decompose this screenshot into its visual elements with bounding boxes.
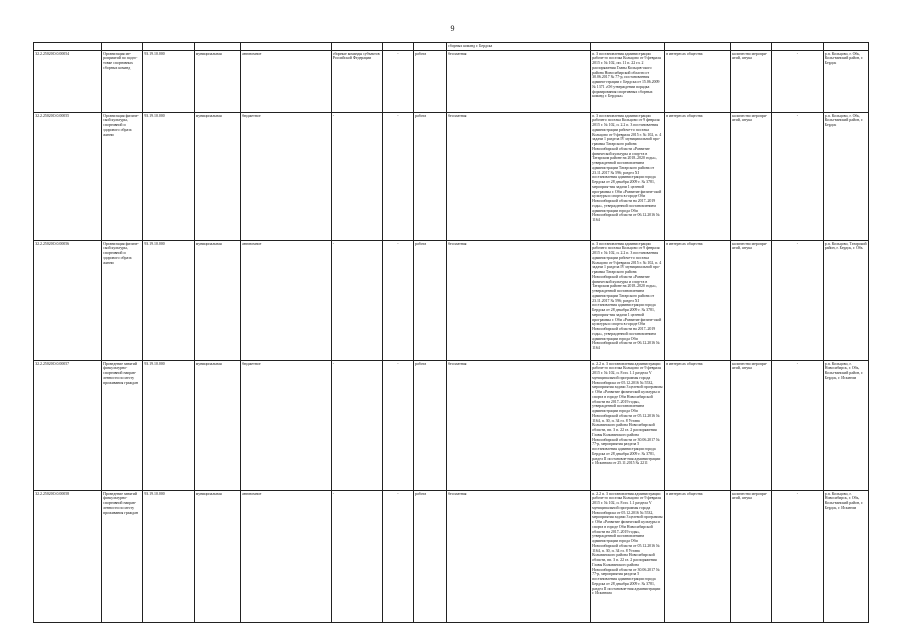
empty-dash: - (382, 51, 413, 113)
empty-dash: - (772, 51, 823, 113)
consumer-category: - (331, 241, 382, 361)
empty-dash: - (382, 491, 413, 623)
legal-basis: п. 2.2 п. 3 постановления администрации рабоче-го поселка Кольцово от 9 февраля 2015 г. № 102, п. 8 пп. 1.1 раздела V муниципальной программы города Новосибирска от 05.12.2016 № 5532, мероприятия задачи 3 целевой программы г. Оби «Развитие физической культуры и спорта в городе Оби Новосибирской области на 2017–2019 годы», утвержденной постановлением администрации города Оби Новосибирской области от 05.12.2016 № 1164, п. 30, п. 34 гл. 8 Устава Колыванского района Новосибирской области, пп. 3 п. 22 гл. 2 распоряжения Главы Колыванского района Новосибирской области от 30.06.2017 № 77-р, мероприятия раздела 5 постановления администрации города Бердска от 28 декабря 2009 г. № 3781, раздел II постановле-ния администрации г. Искитима от 25.11.2015 № 2211 (590, 361, 664, 491)
cell (143, 43, 194, 51)
quality-indicators: количество меропри-ятий, штука (730, 51, 771, 113)
table-row (34, 361, 869, 491)
institution-type: бюджетное (240, 113, 331, 241)
consumer-category: - (331, 491, 382, 623)
payment-type: бесплатная (446, 491, 590, 623)
payment-type: бесплатная (446, 241, 590, 361)
okved-code: 93.19.10.000 (143, 361, 194, 491)
table-row (34, 113, 869, 241)
service-name: Проведение занятий физкультурно-спортивной направ-ленности по месту проживания граждан (101, 491, 142, 623)
okved-code: 93.19.10.000 (143, 113, 194, 241)
service-kind: муниципальная (194, 51, 240, 113)
cell (382, 43, 413, 51)
service-name: Организация ме-роприятий по подго-товке спортивных сборных команд (101, 51, 142, 113)
territory: р.п. Кольцово, г. Новосибирск, г. Обь, Колы-ванский район, г. Бердск, г. Искитим (823, 491, 868, 623)
cell (823, 43, 868, 51)
institution-type: автономное (240, 491, 331, 623)
service-type: работа (413, 361, 446, 491)
legal-basis: п. 3 постановления администрации рабоче-го поселка Кольцово от 9 февраля 2015 г. № 102, пп. 11 п. 22 гл. 2 распоряжения Главы Кольцов-ского района Новосибирской области от 30.06.2017 № 77-р, постановления админи-страции г. Бердска от 15.06.2009 № 1371 «Об утверждении порядка формирования спортивных сборных команд г. Бердска» (590, 51, 664, 113)
interest: в интересах общества (665, 361, 731, 491)
consumer-category: - (331, 113, 382, 241)
legal-basis: п. 3 постановления администрации рабочего поселка Кольцово от 9 февраля 2015 г. № 102, п. 2.2 п. 3 постановления администрации рабоче-го поселка Кольцово от 9 февраля 2015 г. № 102, п. 4 задачи 1 раздела IV муниципальной про-граммы Татарского района Новосибирской области «Развитие физической культуры и спор-та в Татарском районе на 2018–2020 годы», утвержденной постановлением администрации Татарского района от 23.11.2017 № 596; раздел XI постановления администрации города Бердска от 28 декабря 2009 г. № 3781, мероприя-тия задачи 1 целевой программы г. Оби «Развитие физиче-ской культуры и спорта в городе Оби Новосибирской области на 2017–2019 годы», утвержденной постановлением администрации города Оби Новосибирской области от 06.12.2016 № 1164 (590, 113, 664, 241)
payment-type: бесплатная (446, 51, 590, 113)
service-name: Организация физиче-ской культуры, спортивной и здорового образа жизни (101, 241, 142, 361)
cell (194, 43, 240, 51)
services-register-table (33, 42, 869, 623)
service-code: 32.2.25020О.0.00055 (34, 113, 102, 241)
table-row (34, 43, 869, 51)
service-type: работа (413, 491, 446, 623)
territory: р.п. Кольцово, Татарский район, г. Бердск, г. Обь (823, 241, 868, 361)
payment-type: бесплатная (446, 113, 590, 241)
cell (240, 43, 331, 51)
institution-type: автономное (240, 241, 331, 361)
table-row (34, 241, 869, 361)
service-type: работа (413, 51, 446, 113)
cell (101, 43, 142, 51)
service-kind: муниципальная (194, 491, 240, 623)
interest: в интересах общества (665, 113, 731, 241)
quality-indicators: количество меропри-ятий, штука (730, 113, 771, 241)
consumer-category: - (331, 361, 382, 491)
quality-indicators: количество меропри-ятий, штука (730, 361, 771, 491)
empty-dash: - (382, 113, 413, 241)
service-code: 32.2.25020О.0.00057 (34, 361, 102, 491)
territory: р.п. Кольцово, г. Обь, Колы-ванский район, г. Бердск (823, 51, 868, 113)
empty-dash: - (772, 241, 823, 361)
empty-dash: - (382, 361, 413, 491)
territory: р.п. Кольцово, г. Новосибирск, г. Обь, Колы-ванский район, г. Бердск, г. Искитим (823, 361, 868, 491)
cell (772, 43, 823, 51)
interest: в интересах общества (665, 241, 731, 361)
cell (331, 43, 382, 51)
okved-code: 93.19.10.000 (143, 241, 194, 361)
cell (413, 43, 446, 51)
empty-dash: - (772, 361, 823, 491)
payment-type: бесплатная (446, 361, 590, 491)
territory: р.п. Кольцово, г. Обь, Колы-ванский район, г. Бердск (823, 113, 868, 241)
service-code: 32.2.25020О.0.00056 (34, 241, 102, 361)
cell (730, 43, 771, 51)
cell (665, 43, 731, 51)
empty-dash: - (382, 241, 413, 361)
service-code: 32.2.25020О.0.00058 (34, 491, 102, 623)
empty-dash: - (772, 491, 823, 623)
cell (590, 43, 664, 51)
quality-indicators: количество меропри-ятий, штука (730, 241, 771, 361)
service-name: Организация физиче-ской культуры, спортивной и здорового образа жизни (101, 113, 142, 241)
service-name: Проведение занятий физкультурно-спортивной направ-ленности по месту проживания граждан (101, 361, 142, 491)
consumer-category: сборные команды субъектов Российской Федерации (331, 51, 382, 113)
legal-basis: п. 3 постановления администрации рабочего поселка Кольцово от 9 февраля 2015 г. № 102, п. 2.2 п. 3 постановления администрации рабоче-го поселка Кольцово от 9 февраля 2015 г. № 102, п. 4 задачи 1 раздела IV муниципальной про-граммы Татарского района Новосибирской области «Развитие физической культуры и спор-та в Татарском районе на 2018–2020 годы», утвержденной постановлением администрации Татарского района от 23.11.2017 № 596; раздел XI постановления администрации города Бердска от 28 декабря 2009 г. № 3781, мероприя-тия задачи 1 целевой программы г. Оби «Развитие физиче-ской культуры и спорта в городе Оби Новосибирской области на 2017–2019 годы», утвержденной постановлением администрации города Оби Новосибирской области от 06.12.2016 № 1164 (590, 241, 664, 361)
table-row (34, 51, 869, 113)
quality-indicators: количество меропри-ятий, штука (730, 491, 771, 623)
basis-cell: сборных команд г. Бердска (446, 43, 590, 51)
service-kind: муниципальная (194, 113, 240, 241)
institution-type: бюджетное (240, 361, 331, 491)
service-kind: муниципальная (194, 241, 240, 361)
service-type: работа (413, 113, 446, 241)
interest: в интересах общества (665, 491, 731, 623)
table-row (34, 491, 869, 623)
page-number: 9 (450, 24, 455, 33)
service-kind: муниципальная (194, 361, 240, 491)
legal-basis: п. 2.2 п. 3 постановления администрации рабоче-го поселка Кольцово от 9 февраля 2015 г. № 102, п. 8 пп. 1.1 раздела V муниципальной программы города Новосибирска от 05.12.2016 № 5532, мероприятия задачи 3 целевой программы г. Оби «Развитие физической культуры и спорта в городе Оби Новосибирской области на 2017–2019 годы», утвержденной постановлением администрации города Оби Новосибирской области от 05.12.2016 № 1164, п. 30, п. 34 гл. 8 Устава Колыванского района Новосибирской области, пп. 3 п. 22 гл. 2 распоряжения Главы Колыванского района Новосибирской области от 30.06.2017 № 77-р, мероприятия раздела 5 постановления администрации города Бердска от 28 декабря 2009 г. № 3781, раздел II постановле-ния администрации г. Искитима (590, 491, 664, 623)
empty-dash: - (772, 113, 823, 241)
service-code: 32.2.25020О.0.00054 (34, 51, 102, 113)
service-type: работа (413, 241, 446, 361)
okved-code: 93.19.10.000 (143, 51, 194, 113)
institution-type: автономное (240, 51, 331, 113)
okved-code: 93.19.10.000 (143, 491, 194, 623)
interest: в интересах общества (665, 51, 731, 113)
cell (34, 43, 102, 51)
